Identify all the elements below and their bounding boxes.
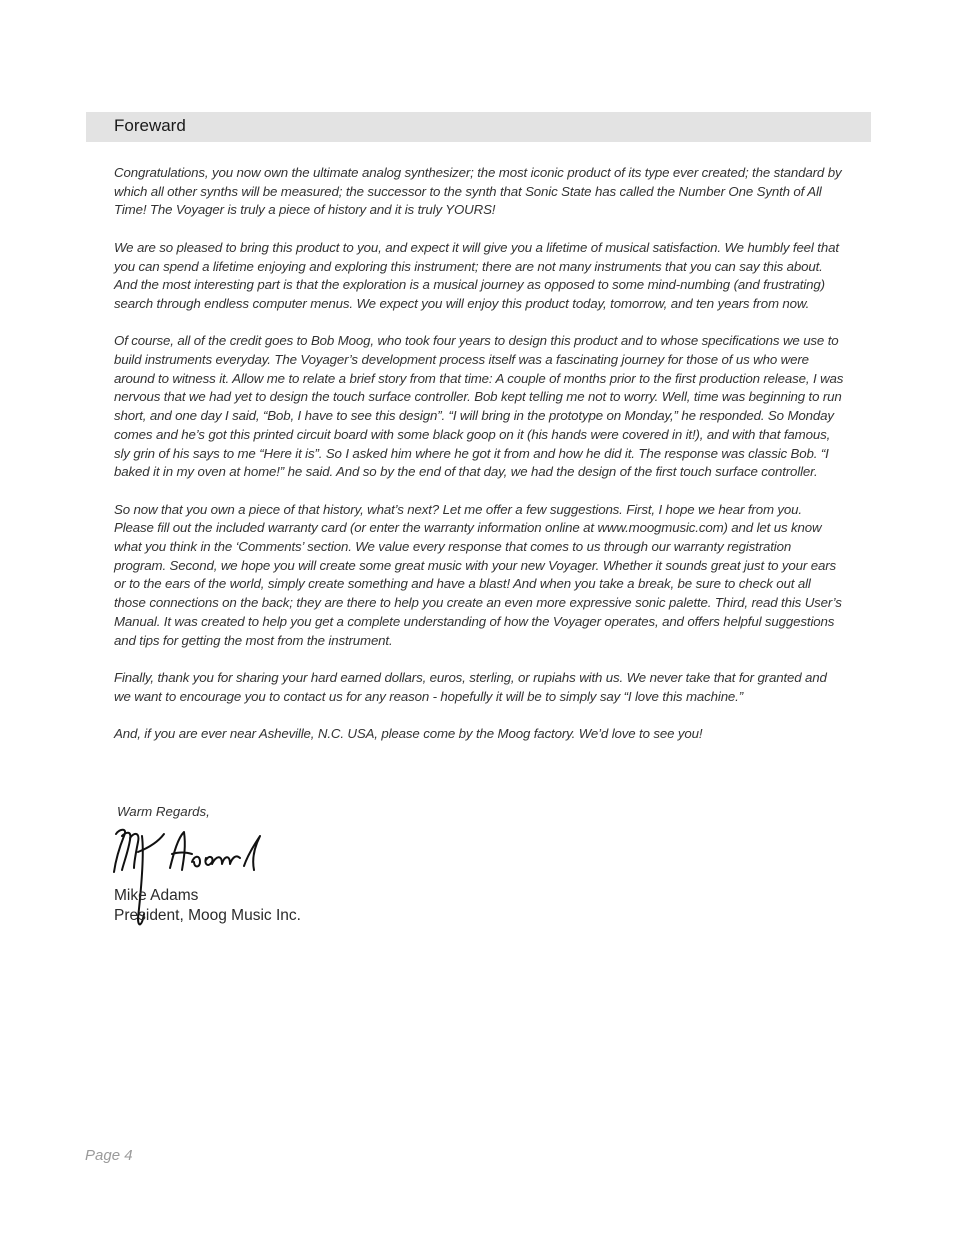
foreword-body [114, 164, 844, 762]
page-number: Page 4 [85, 1147, 133, 1164]
section-header-bar [86, 112, 871, 142]
signer-block [114, 886, 301, 926]
paragraph-bob-moog-story: Of course, all of the credit goes to Bob Moog, who took four years to design this product and to whose specifications we use to build instruments everyday. The Voyager’s development process itself was a fascinating journey for those of us who were around to witness it. Allow me to relate a brief story from that time: A couple of months prior to the first production release, I was nervous that we had yet to design the touch surface controller. Bob kept telling me not to worry. Well, time was beginning to run short, and one day I said, “Bob, I have to see this design”. “I will bring in the prototype on Monday,” he responded. So Monday comes and he’s got this printed circuit board with some black goop on it (his hands were covered in it!), and with that famous, sly grin of his says to me “Here it is”. So I asked him where he got it from and how he did it. The response was classic Bob. “I baked it in my oven at home!” he said. And so by the end of that day, we had the design of the first touch surface controller. [114, 333, 844, 480]
section-title: Foreward [114, 116, 186, 135]
paragraph-suggestions: So now that you own a piece of that history, what’s next? Let me offer a few suggestions. First, I hope we hear from you. Please fill out the included warranty card (or enter the warranty information online at www.moogmusic.com) and let us know what you think in the ‘Comments’ section. We value every response that comes to us through our warranty registration program. Second, we hope you will create some great music with your new Voyager. Whether it sounds great just to your ears or to the ears of the world, simply create something and have a blast! And when you take a break, be sure to check out all those connections on the back; they are there to help you create an even more expressive sonic palette. Third, read this User’s Manual. It was created to help you get a complete understanding of how the Voyager operates, and offers helpful suggestions and tips for getting the most from the instrument. [114, 501, 842, 648]
paragraph-thanks: Finally, thank you for sharing your hard earned dollars, euros, sterling, or rupiahs with us. We never take that for granted and we want to encourage you to contact us for any reason - hopefully it will be to simply say “I love this machine.” [114, 669, 827, 704]
closing-regards: Warm Regards, [117, 804, 210, 819]
signer-role: President, Moog Music Inc. [114, 907, 301, 924]
paragraph-congratulations: Congratulations, you now own the ultimate analog synthesizer; the most iconic product of its type ever created; the standard by which all other synths will be measured; the successor to the synth that Sonic State has called the Number One Synth of All Time! The Voyager is truly a piece of history and it is truly YOURS! [114, 165, 842, 218]
paragraph-lifetime: We are so pleased to bring this product to you, and expect it will give you a lifetime of musical satisfaction. We humbly feel that you can spend a lifetime enjoying and exploring this instrument; there are not many instruments that you can say this about. And the most interesting part is that the exploration is a musical journey as opposed to some mind-numbing (and frustrating) search through endless computer menus. We expect you will enjoy this product today, tomorrow, and ten years from now. [114, 239, 839, 311]
paragraph-visit-factory: And, if you are ever near Asheville, N.C. USA, please come by the Moog factory. We’d love to see you! [114, 726, 703, 742]
signer-name: Mike Adams [114, 887, 199, 904]
